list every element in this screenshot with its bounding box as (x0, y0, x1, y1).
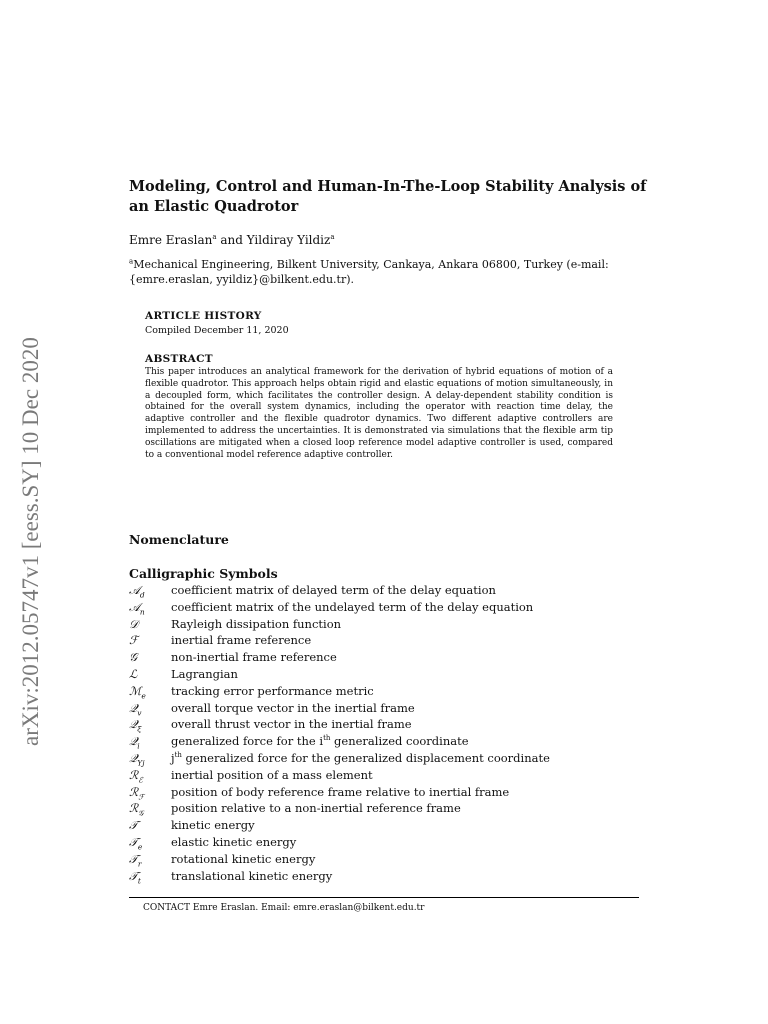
symbol-description (171, 817, 255, 834)
symbol-row (129, 767, 649, 784)
contact-footnote: CONTACT Emre Eraslan. Email: emre.eraslan@bilkent.edu.tr (143, 903, 425, 913)
symbol-description (171, 582, 496, 599)
symbol (129, 683, 146, 700)
symbol-description (171, 868, 332, 885)
symbol-description (171, 784, 509, 801)
symbol (129, 750, 145, 767)
symbol-row (129, 649, 649, 666)
symbol (129, 632, 138, 649)
symbol-glyph: 𝒟 (129, 616, 139, 631)
symbol-description (171, 700, 415, 717)
symbol-description (171, 750, 550, 767)
symbol-row (129, 750, 649, 767)
symbol-glyph: 𝒜 (129, 583, 140, 597)
description-text: j (171, 750, 175, 765)
symbol-glyph: ℳ (129, 683, 142, 698)
description-text: position relative to a non-inertial reference frame (171, 801, 461, 816)
symbol (129, 582, 145, 599)
description-text: elastic kinetic energy (171, 834, 297, 849)
symbol-description (171, 616, 341, 633)
symbol-subscript: t (137, 875, 141, 885)
description-text: overall torque vector in the inertial frame (171, 700, 415, 715)
symbol-glyph: 𝒢 (129, 650, 138, 665)
symbol-glyph: ℱ (129, 633, 139, 648)
symbol-glyph: 𝒯 (129, 851, 138, 866)
abstract-text: This paper introduces an analytical framework for the derivation of hybrid equations of motion of a flexible quadrotor. This approach helps obtain rigid and elastic equations of motion simultaneously, in a decoupled form, which facilitates the controller design. A delay-dependent stability condition is obtained for the overall system dynamics, including the operator with reaction time delay, the adaptive controller and the flexible quadrotor dynamics. Two different adaptive controllers are implemented to address the uncertainties. It is demonstrated via simulations that the flexible arm tip oscillations are mitigated when a closed loop reference model adaptive controller is used, compared to a conventional model reference adaptive controller. (145, 367, 613, 460)
affiliation-mark: a (212, 233, 217, 241)
symbol-row (129, 733, 649, 750)
symbol-subscript: ξ (137, 724, 142, 734)
symbol-description (171, 851, 315, 868)
arxiv-identifier-stamp: arXiv:2012.05747v1 [eess.SY] 10 Dec 2020 (18, 337, 43, 746)
description-superscript: th (323, 734, 331, 743)
symbol (129, 666, 137, 683)
symbol-subscript: e (141, 691, 146, 701)
compiled-date: Compiled December 11, 2020 (145, 325, 289, 336)
symbol-subscript: i (137, 741, 140, 751)
description-text-after: generalized coordinate (330, 734, 469, 749)
symbol-row (129, 700, 649, 717)
description-text: kinetic energy (171, 818, 255, 833)
footnote-rule (129, 897, 639, 898)
symbol (129, 716, 141, 733)
symbol-row (129, 632, 649, 649)
description-text: tracking error performance metric (171, 683, 374, 698)
author-separator: and (216, 233, 247, 247)
symbol-glyph: 𝒯 (129, 868, 138, 883)
description-text-after: generalized force for the generalized displacement coordinate (181, 750, 550, 765)
symbol (129, 767, 143, 784)
symbol-row (129, 616, 649, 633)
affiliation-text: Mechanical Engineering, Bilkent University, Cankaya, Ankara 06800, Turkey (e-mail: {emre.eraslan, yyildiz}@bilkent.edu.tr). (129, 258, 609, 286)
symbol-subscript: e (137, 842, 143, 852)
symbol-list (129, 582, 649, 884)
description-text: Rayleigh dissipation function (171, 616, 342, 631)
symbol (129, 834, 142, 851)
description-text: Lagrangian (171, 666, 238, 681)
description-text: rotational kinetic energy (171, 851, 316, 866)
author-line (129, 233, 335, 247)
affiliation-mark: a (330, 233, 335, 241)
description-text: inertial frame reference (171, 633, 312, 648)
description-text: non-inertial frame reference (171, 650, 337, 665)
symbol-glyph: 𝒜 (129, 599, 140, 614)
symbol-row (129, 582, 649, 599)
symbol-row (129, 851, 649, 868)
symbol (129, 649, 137, 666)
symbol-glyph: 𝒯 (129, 818, 138, 833)
symbol-description (171, 683, 374, 700)
description-text: position of body reference frame relative to inertial frame (171, 784, 510, 799)
symbol-subscript: Υj (137, 758, 145, 768)
symbol-subscript: n (139, 607, 145, 617)
symbol-description (171, 767, 373, 784)
description-text: overall thrust vector in the inertial frame (171, 717, 412, 732)
symbol-row (129, 716, 649, 733)
symbol-glyph: ℛ (129, 767, 139, 782)
symbol (129, 616, 138, 633)
symbol (129, 817, 138, 834)
author-name: Yildiray Yildiz (246, 233, 331, 247)
affiliation (129, 257, 639, 287)
symbol (129, 800, 144, 817)
symbol-glyph: 𝒬 (129, 700, 138, 715)
symbol (129, 868, 141, 885)
symbol-row (129, 683, 649, 700)
symbol-description (171, 649, 337, 666)
symbol-glyph: ℛ (129, 784, 139, 799)
description-text: translational kinetic energy (171, 868, 333, 883)
symbol-description (171, 716, 412, 733)
description-text: inertial position of a mass element (171, 767, 373, 782)
symbol-row (129, 784, 649, 801)
description-text: coefficient matrix of the undelayed term of the delay equation (171, 599, 534, 614)
symbol-glyph: 𝒬 (129, 717, 138, 732)
symbol-description (171, 834, 296, 851)
symbol-glyph: 𝒬 (129, 734, 138, 749)
symbol-row (129, 599, 649, 616)
symbol (129, 599, 145, 616)
affiliation-mark: a (129, 257, 134, 266)
symbol-row (129, 800, 649, 817)
description-text: generalized force for the i (171, 734, 324, 749)
symbol-subscript: 𝒢 (138, 808, 144, 818)
article-history-heading: ARTICLE HISTORY (145, 310, 262, 322)
symbol-subscript: d (139, 590, 145, 600)
symbol-description (171, 666, 238, 683)
description-text: coefficient matrix of delayed term of the delay equation (171, 583, 496, 597)
symbol-glyph: 𝒬 (129, 750, 138, 765)
symbol-subscript: v (137, 707, 142, 717)
symbol-glyph: ℛ (129, 801, 139, 816)
symbol-description (171, 733, 469, 750)
symbol-row (129, 868, 649, 885)
symbol-row (129, 834, 649, 851)
nomenclature-heading: Nomenclature (129, 532, 229, 547)
author-name: Emre Eraslan (129, 233, 213, 247)
symbol-row (129, 817, 649, 834)
symbol-row (129, 666, 649, 683)
calligraphic-symbols-heading: Calligraphic Symbols (129, 566, 278, 581)
abstract-heading: ABSTRACT (145, 353, 213, 365)
symbol (129, 851, 141, 868)
symbol-glyph: ℒ (129, 666, 138, 681)
description-superscript: th (174, 751, 182, 760)
symbol (129, 700, 142, 717)
symbol-subscript: ℰ (138, 775, 143, 785)
symbol-description (171, 800, 461, 817)
symbol (129, 733, 140, 750)
symbol-subscript: ℱ (138, 791, 145, 801)
symbol-subscript: r (137, 859, 142, 869)
symbol-glyph: 𝒯 (129, 834, 138, 849)
symbol-description (171, 632, 311, 649)
symbol-description (171, 599, 533, 616)
paper-title: Modeling, Control and Human-In-The-Loop Stability Analysis of an Elastic Quadrotor (129, 178, 647, 215)
symbol (129, 784, 144, 801)
